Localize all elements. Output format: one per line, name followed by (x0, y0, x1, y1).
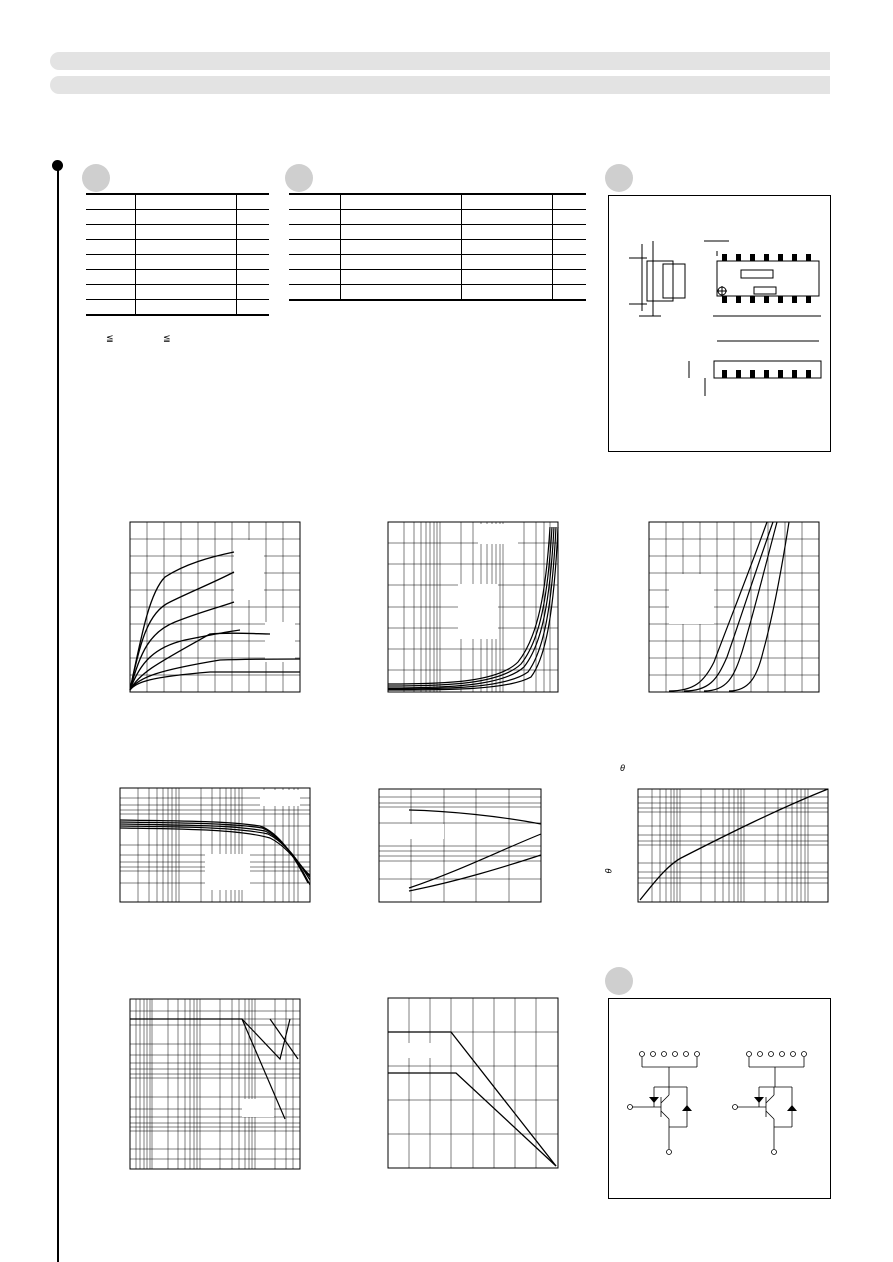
section-marker-characteristics (285, 164, 313, 192)
package-outline-frame (608, 195, 831, 452)
circuit-frame (608, 998, 831, 1199)
chart-log-curves-2 (649, 522, 819, 692)
section-marker-package (605, 164, 633, 192)
chart-thermal-resistance (638, 789, 828, 902)
thermal-side-symbol: θ (603, 868, 614, 874)
header-bar-bottom (50, 76, 830, 94)
chart-safe-operating-area (130, 999, 300, 1169)
section-marker-ratings (82, 164, 110, 192)
footnote-symbol-2: ≦ (163, 333, 171, 343)
ratings-table (86, 193, 269, 316)
circuit-diagram (609, 999, 830, 1198)
package-outline-drawing (609, 196, 830, 451)
characteristics-table (289, 193, 586, 301)
timeline-line (57, 165, 59, 1262)
chart-flat-decay (120, 788, 310, 902)
header-bar-top (50, 52, 830, 70)
chart-temperature-lines (379, 789, 541, 902)
chart-log-curves-1 (388, 522, 558, 692)
section-marker-circuit (605, 967, 633, 995)
chart-output-characteristics (130, 522, 300, 692)
thermal-axis-symbol: θ (620, 763, 625, 773)
chart-derating (388, 998, 558, 1168)
footnote-symbol-1: ≦ (106, 333, 114, 343)
timeline-dot (52, 160, 63, 171)
